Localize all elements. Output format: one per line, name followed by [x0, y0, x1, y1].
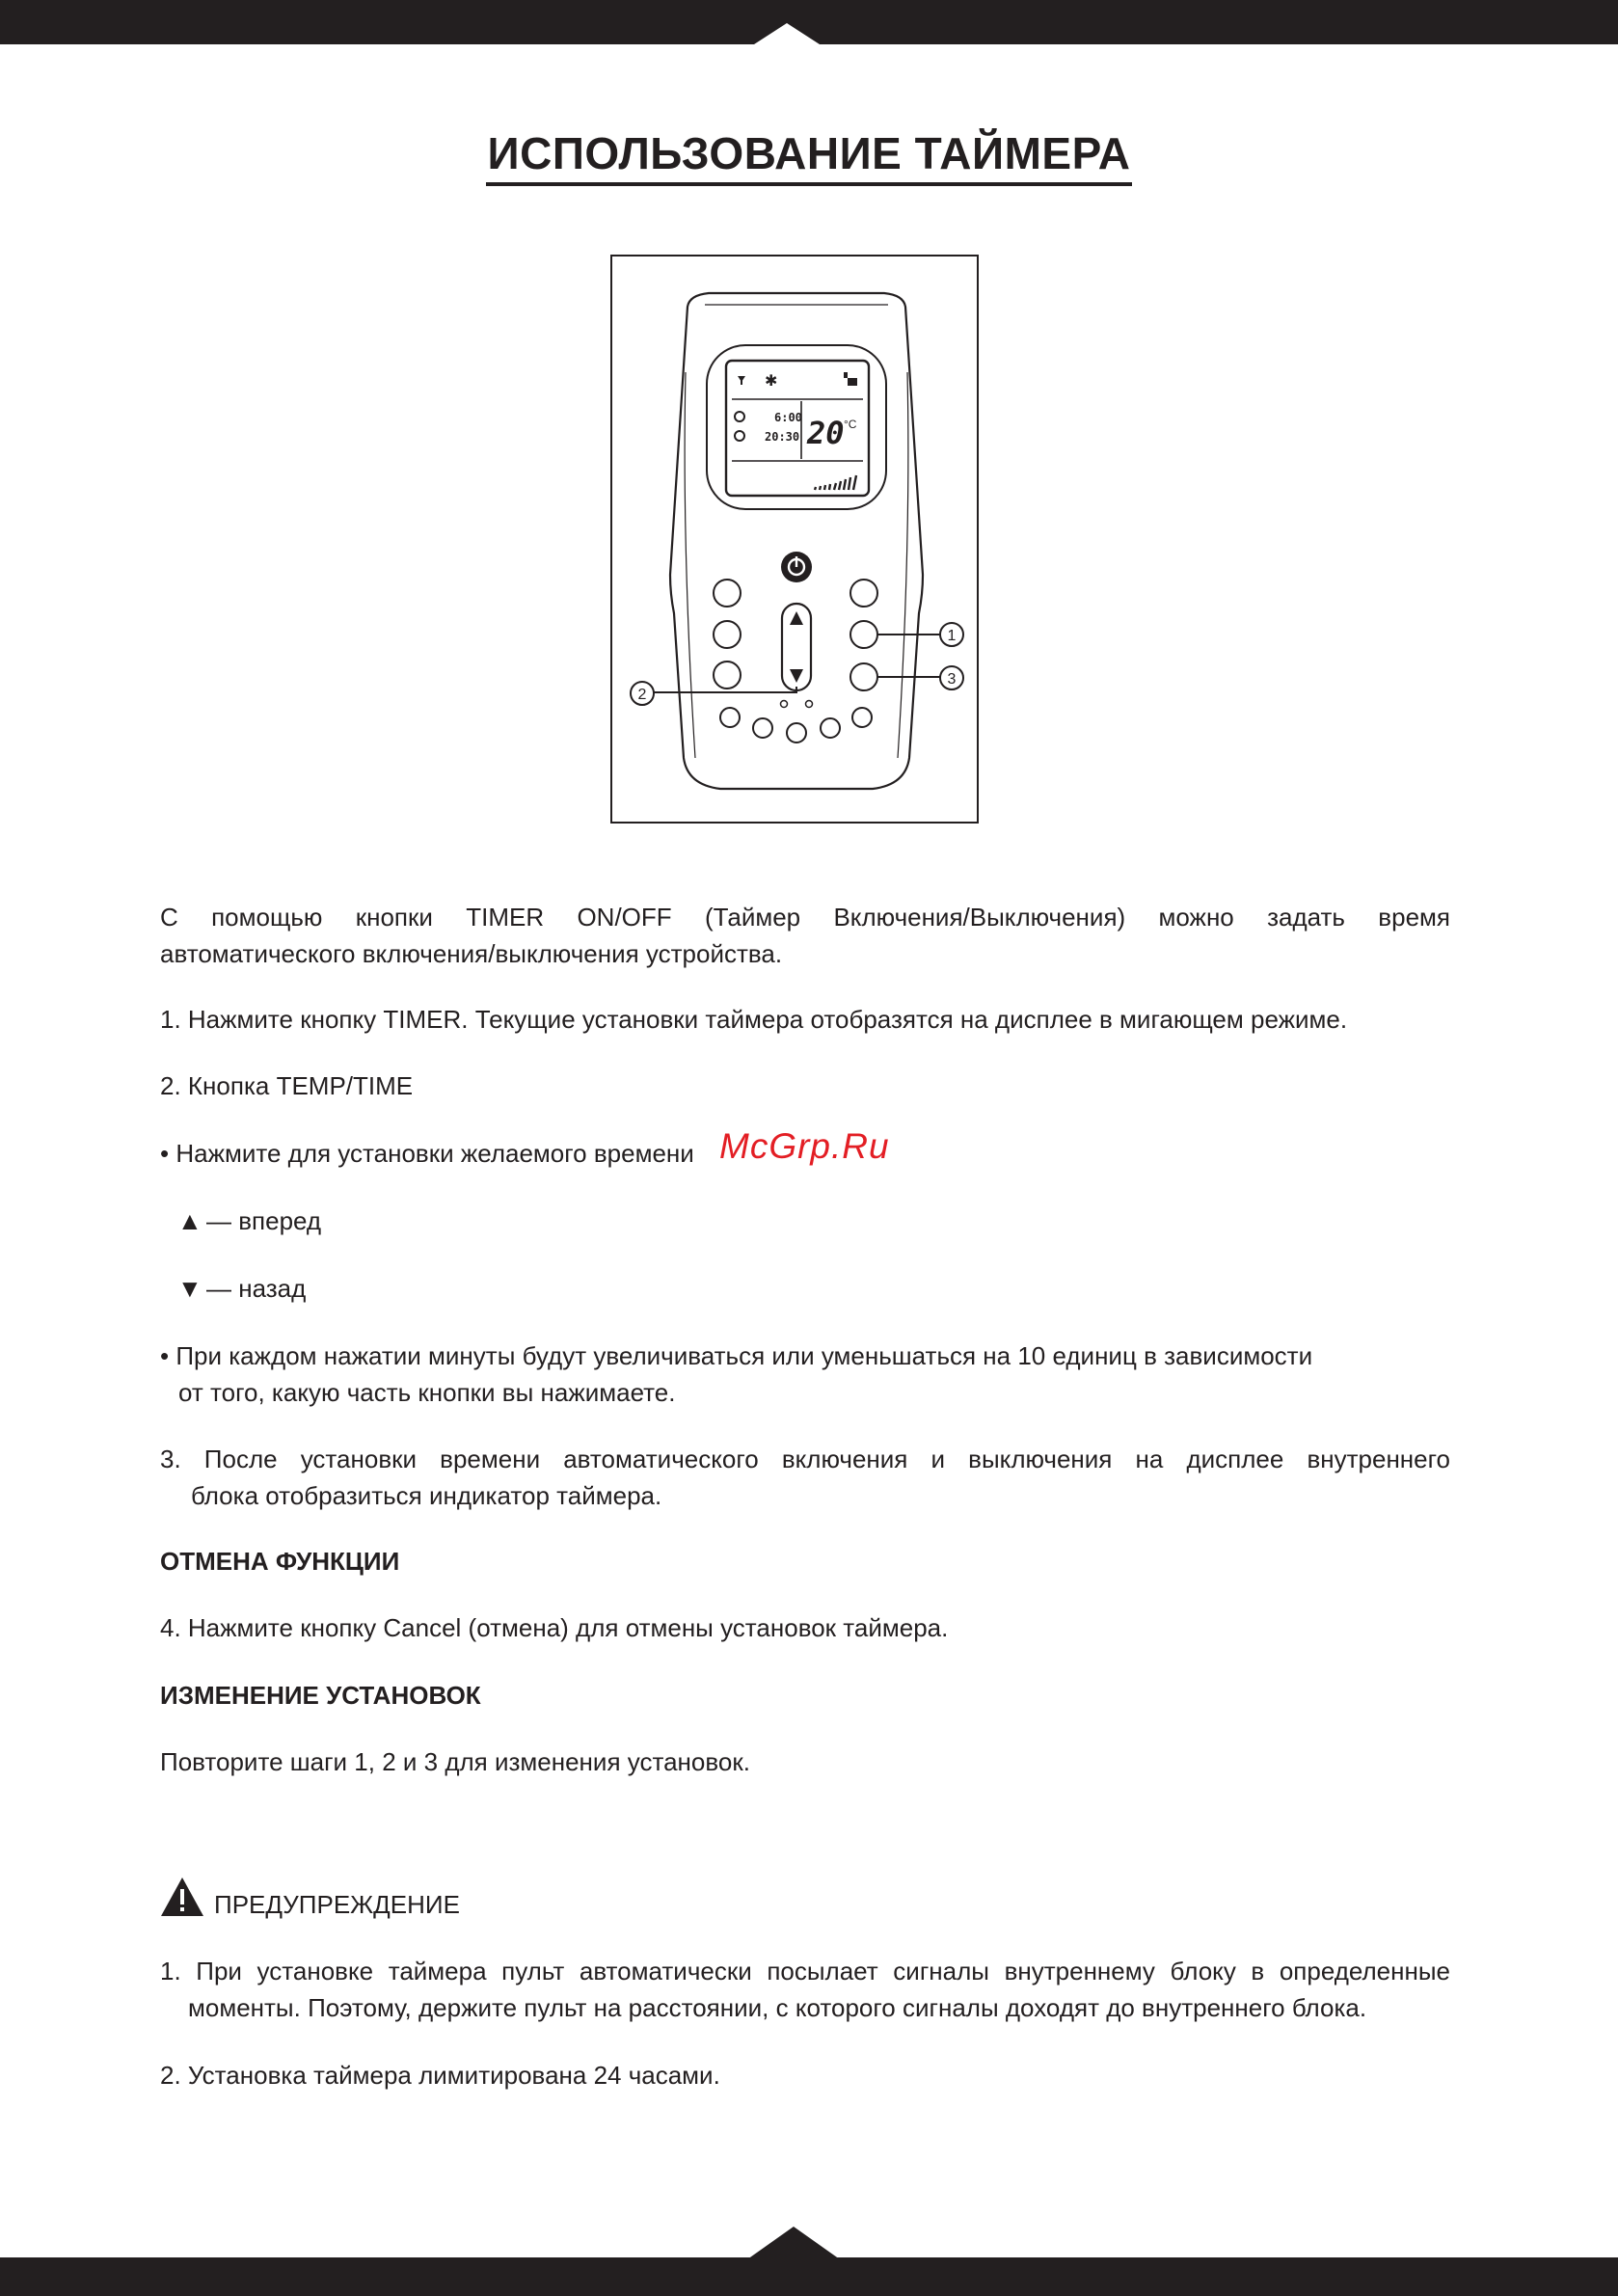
bottom-band — [0, 2257, 1618, 2296]
forward-line — [177, 1202, 1468, 1239]
back-label: — назад — [206, 1274, 307, 1303]
lcd-time-off: 20:30 — [765, 430, 800, 444]
bottom-button-2 — [753, 718, 772, 738]
bottom-button-5 — [852, 708, 872, 727]
intro-paragraph — [160, 899, 1450, 972]
bottom-band-tab — [747, 2227, 840, 2259]
bullet-set-time: • Нажмите для установки желаемого времени — [160, 1139, 694, 1168]
step-2: 2. Кнопка TEMP/TIME — [160, 1071, 414, 1100]
change-heading: ИЗМЕНЕНИЕ УСТАНОВОК — [160, 1681, 481, 1710]
step-1: 1. Нажмите кнопку TIMER. Текущие установки таймера отобразятся на дисплее в мигающем режиме. — [160, 1005, 1348, 1034]
remote-control-illustration — [612, 257, 981, 825]
right-button-1 — [850, 580, 877, 607]
svg-text:2: 2 — [637, 687, 647, 703]
arrow-down-icon: ▼ — [177, 1274, 202, 1303]
page-title: ИСПОЛЬЗОВАНИЕ ТАЙМЕРА — [0, 127, 1618, 179]
warning-2: 2. Установка таймера лимитирована 24 часами. — [160, 2061, 720, 2090]
bottom-button-3 — [787, 723, 806, 743]
lcd-time-on: 6:00 — [774, 411, 802, 424]
bottom-button-1 — [720, 708, 740, 727]
timer-button — [850, 621, 877, 648]
step-4: 4. Нажмите кнопку Cancel (отмена) для отмены установок таймера. — [160, 1613, 949, 1642]
bottom-button-4 — [821, 718, 840, 738]
arrow-up-icon: ▲ — [177, 1206, 202, 1235]
cancel-button — [850, 663, 877, 690]
top-band-notch — [754, 23, 820, 44]
bullet-step-line-2: от того, какую часть кнопки вы нажимаете. — [178, 1378, 676, 1407]
back-line — [177, 1270, 1468, 1307]
left-button-1 — [714, 580, 741, 607]
bullet-step-line-1: • При каждом нажатии минуты будут увеличиваться или уменьшаться на 10 единиц в зависимости — [160, 1341, 1313, 1370]
left-button-3 — [714, 662, 741, 689]
warning-heading: ПРЕДУПРЕЖДЕНИЕ — [214, 1890, 460, 1919]
warning-1 — [160, 1953, 1450, 2026]
bullet-step — [160, 1337, 1450, 1411]
snowflake-icon: ✱ — [765, 373, 778, 390]
lcd-temperature: 20 — [807, 415, 845, 451]
lcd-temperature-unit: °C — [844, 418, 857, 431]
svg-text:3: 3 — [947, 671, 957, 688]
step-3-line-1: 3. После установки времени автоматического включения и выключения на дисплее внутреннего — [160, 1445, 1450, 1473]
intro-line-1: С помощью кнопки TIMER ON/OFF (Таймер Включения/Выключения) можно задать время — [160, 903, 1450, 932]
step-3-line-2: блока отобразиться индикатор таймера. — [191, 1481, 662, 1510]
watermark: McGrp.Ru — [719, 1126, 890, 1166]
warning-icon — [160, 1877, 204, 1917]
change-text: Повторите шаги 1, 2 и 3 для изменения установок. — [160, 1747, 750, 1776]
step-3 — [160, 1441, 1450, 1514]
warning-1-line-2: моменты. Поэтому, держите пульт на расстоянии, с которого сигналы доходят до внутреннего блока. — [188, 1993, 1367, 2022]
remote-control-figure — [610, 255, 979, 824]
intro-line-2: автоматического включения/выключения устройства. — [160, 939, 783, 968]
warning-1-line-1: 1. При установке таймера пульт автоматически посылает сигналы внутреннему блоку в определенные — [160, 1957, 1450, 1985]
svg-text:1: 1 — [947, 628, 957, 644]
cancel-heading: ОТМЕНА ФУНКЦИИ — [160, 1547, 400, 1576]
forward-label: — вперед — [206, 1206, 322, 1235]
left-button-2 — [714, 621, 741, 648]
